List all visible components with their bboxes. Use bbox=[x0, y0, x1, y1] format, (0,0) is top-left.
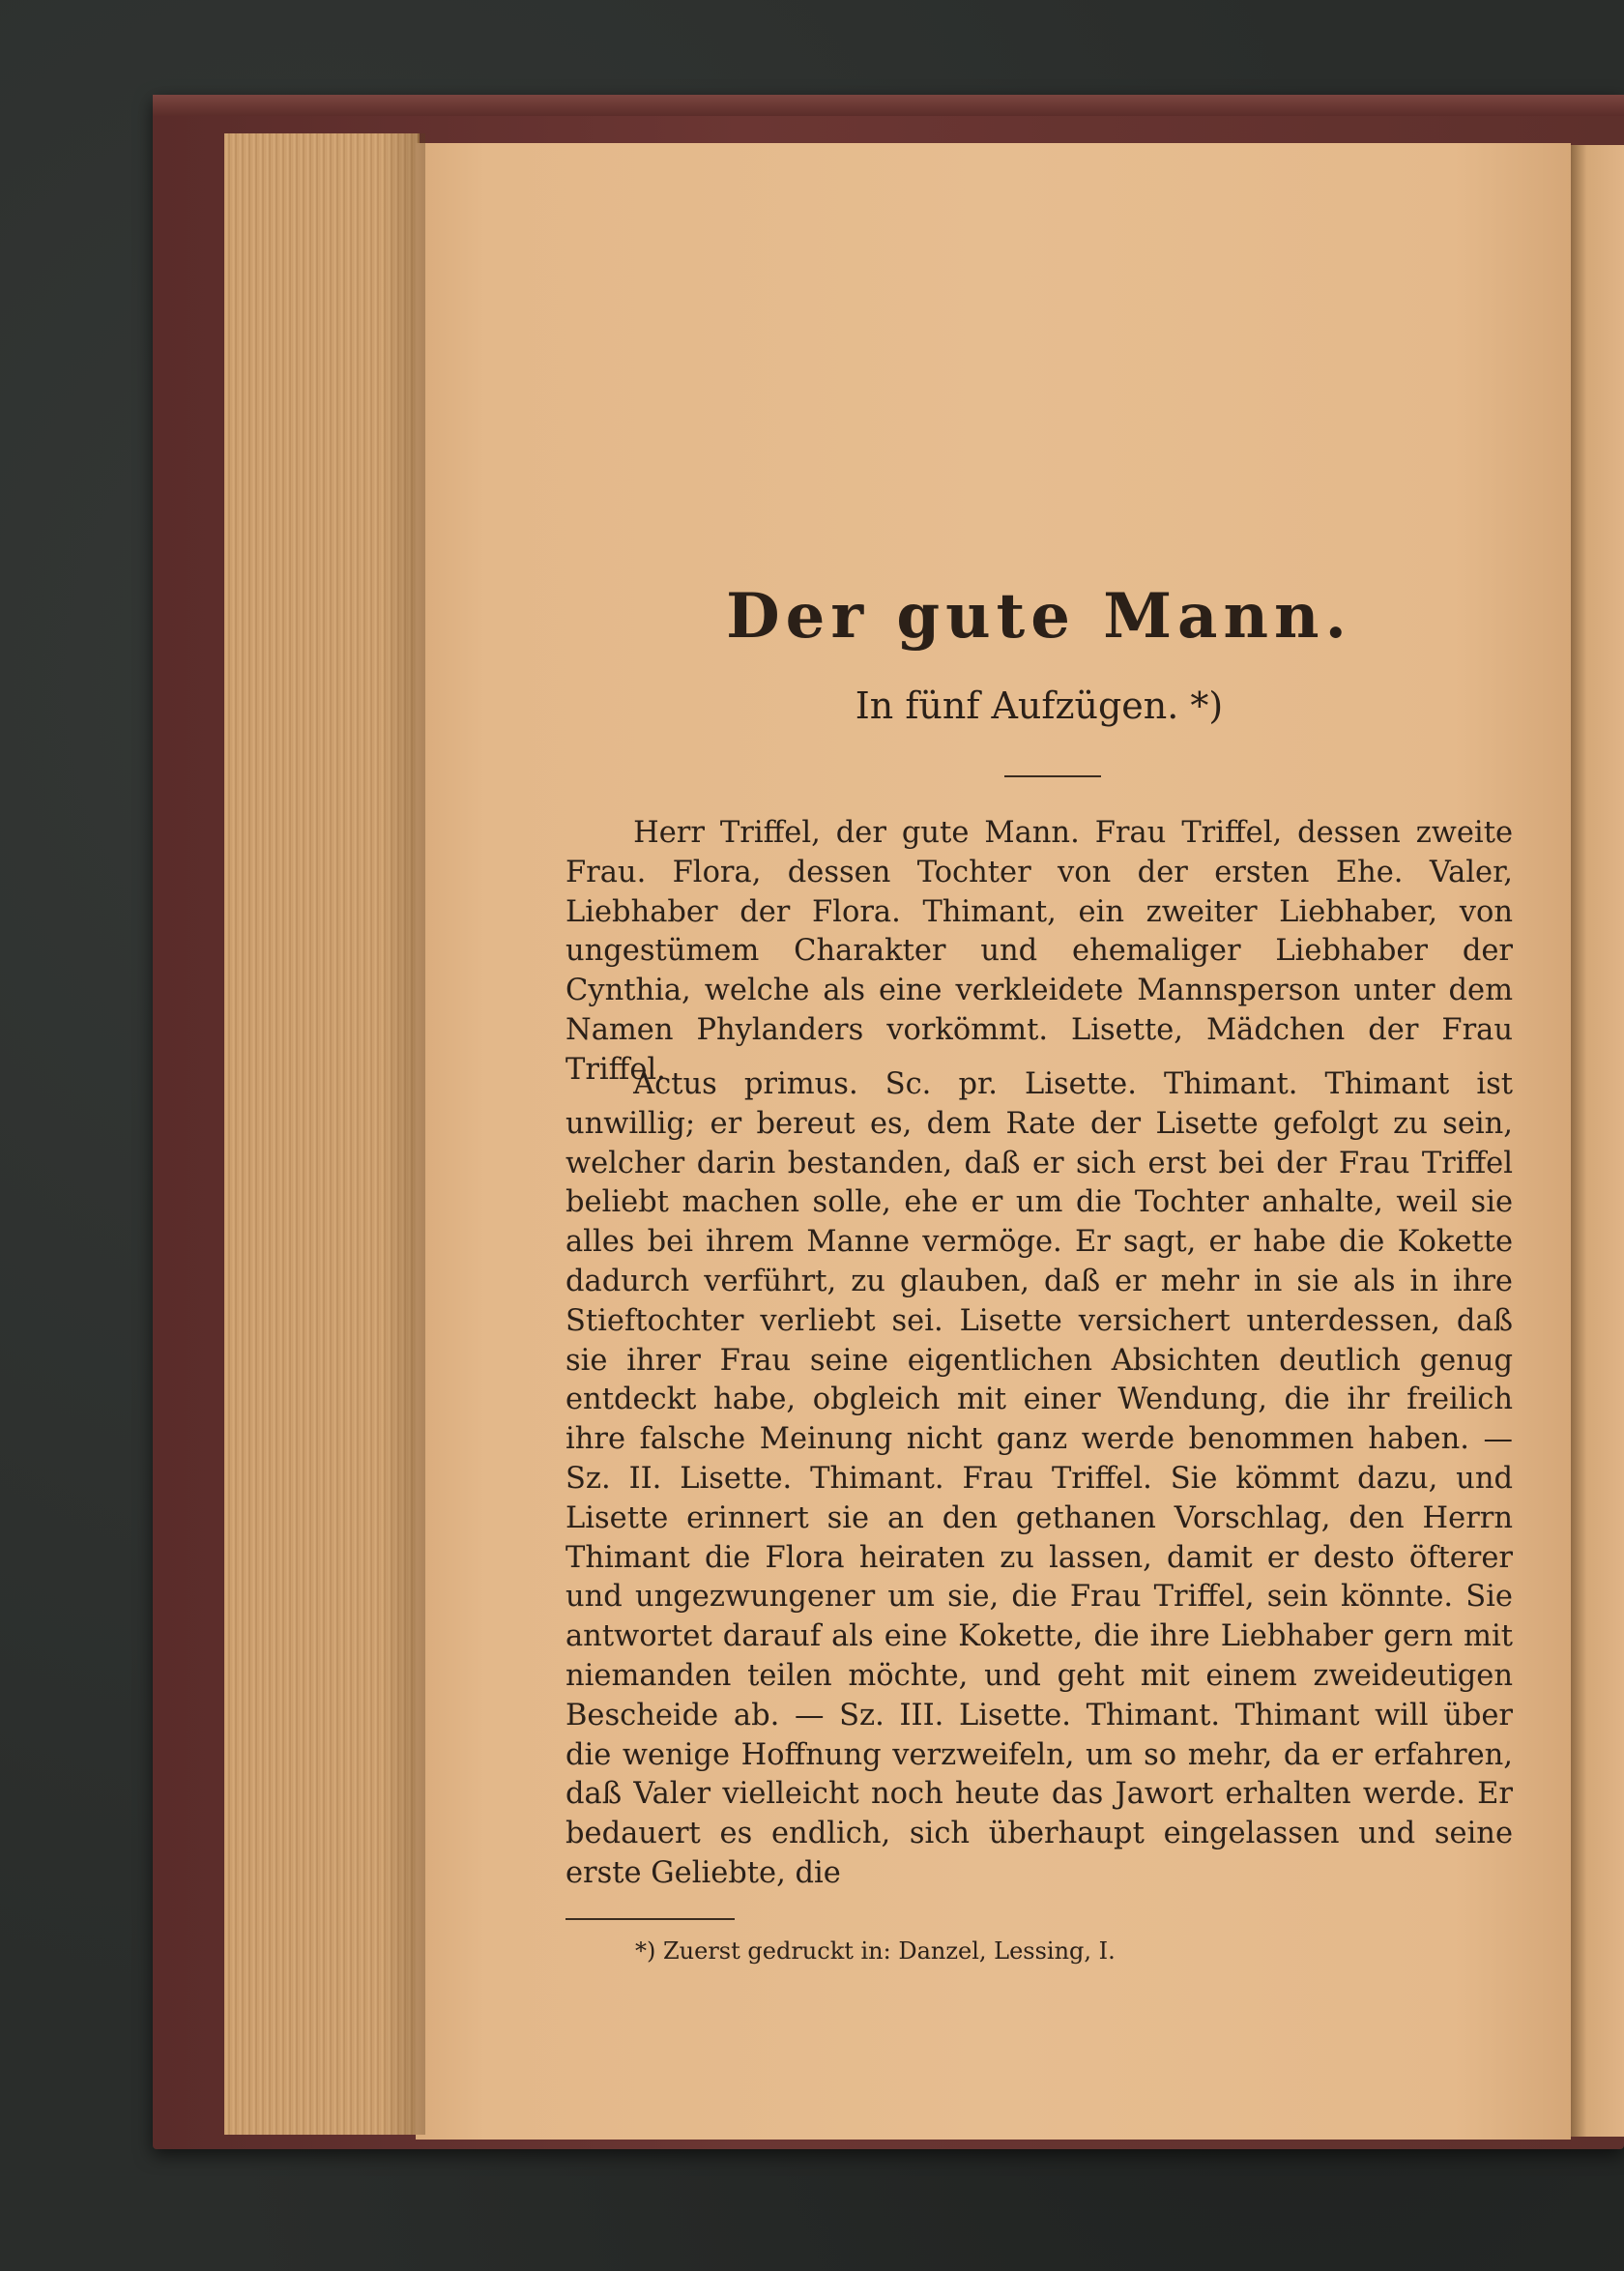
title-divider bbox=[1004, 775, 1101, 777]
footnote: *) Zuerst gedruckt in: Danzel, Lessing, I. bbox=[635, 1937, 1116, 1965]
page-subtitle: In fünf Aufzügen. *) bbox=[855, 684, 1224, 727]
footnote-divider bbox=[566, 1918, 735, 1920]
page-title: Der gute Mann. bbox=[726, 580, 1352, 653]
facing-page-edge bbox=[1571, 145, 1624, 2137]
paragraph-characters: Herr Triffel, der gute Mann. Frau Triffel, dessen zweite Frau. Flora, dessen Tochter von der ersten Ehe. Valer, Liebhaber der Flora. Thimant, ein zweiter Liebhaber, von ungestümem Charakter und ehemaliger Liebhaber der Cynthia, welche als eine verkleidete Mannsperson unter dem Namen Phylanders vorkömmt. Lisette, Mädchen der Frau Triffel. bbox=[566, 816, 1513, 1087]
paragraph-act-summary: Actus primus. Sc. pr. Lisette. Thimant. Thimant ist unwillig; er bereut es, dem Rate der Lisette gefolgt zu sein, welcher darin bestanden, daß er sich erst bei der Frau Triffel beliebt machen solle, ehe er um die Tochter anhalte, weil sie alles bei ihrem Manne vermöge. Er sagt, er habe die Kokette dadurch verführt, zu glauben, daß er mehr in sie als in ihre Stieftochter verliebt sei. Lisette versichert unterdessen, daß sie ihrer Frau seine eigentlichen Absichten deutlich genug entdeckt habe, obgleich mit einer Wendung, die ihr freilich ihre falsche Meinung nicht ganz werde benommen haben. — Sz. II. Lisette. Thimant. Frau Triffel. Sie kömmt dazu, und Lisette erinnert sie an den gethanen Vorschlag, den Herrn Thimant die Flora heiraten zu lassen, damit er desto öfterer und ungezwungener um sie, die Frau Triffel, sein könnte. Sie antwortet darauf als eine Kokette, die ihre Liebhaber gern mit niemanden teilen möchte, und geht mit einem zweideutigen Bescheide ab. — Sz. III. Lisette. Thimant. Thimant will über die wenige Hoffnung verzweifeln, um so mehr, da er erfahren, daß Valer vielleicht noch heute das Jawort erhalten werde. Er bedauert es endlich, sich überhaupt eingelassen und seine erste Geliebte, die bbox=[566, 1067, 1513, 1890]
gutter-shadow bbox=[382, 133, 425, 2135]
book-cover-top-edge bbox=[153, 95, 1624, 116]
